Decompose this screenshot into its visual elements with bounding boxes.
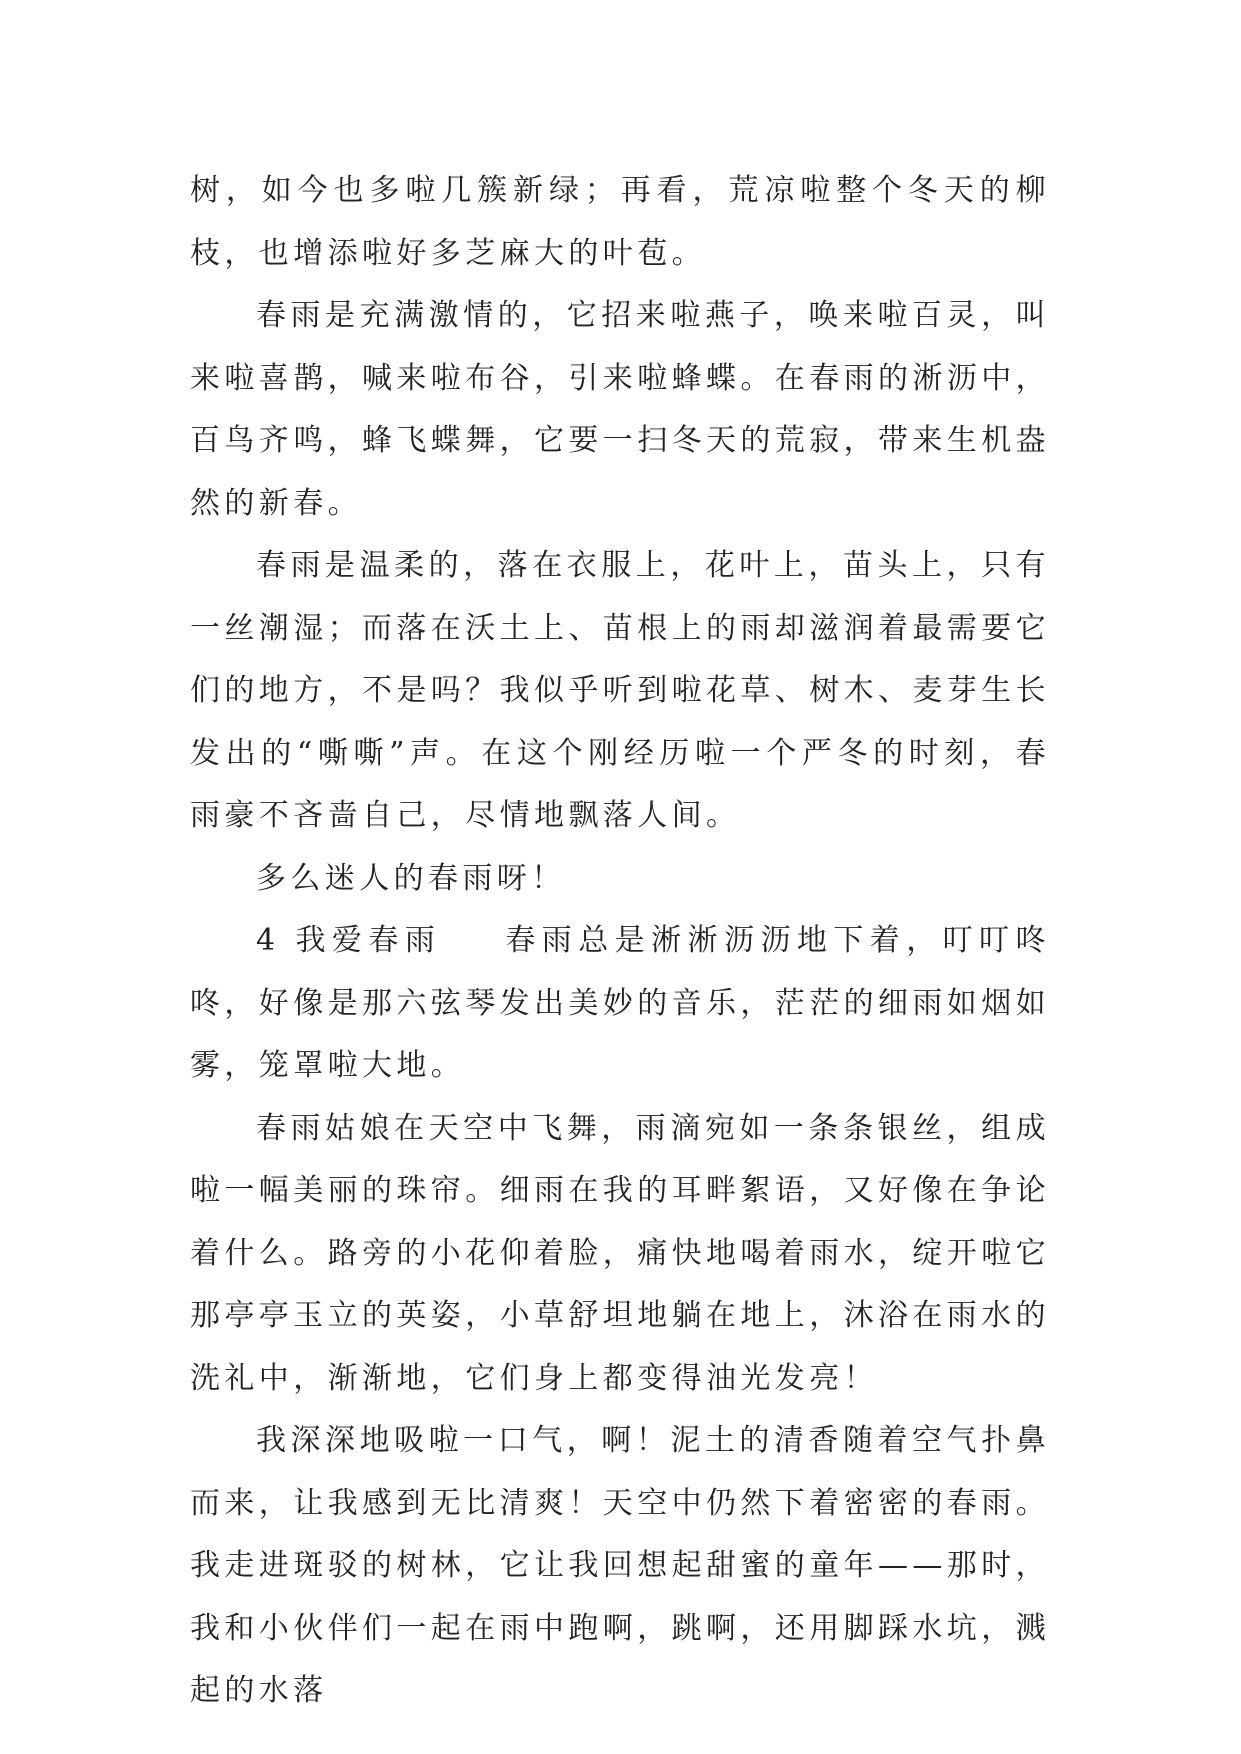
paragraph-deep-breath: 我深深地吸啦一口气，啊！泥土的清香随着空气扑鼻而来，让我感到无比清爽！天空中仍然下着密密的春雨。我走进斑驳的树林，它让我回想起甜蜜的童年——那时，我和小伙伴们一起在雨中跑啊，跳啊，还用脚踩水坑，溅起的水落 [190,1423,1050,1708]
paragraph-exclamation: 多么迷人的春雨呀！ [256,860,566,896]
section-heading: 4 我爱春雨 [256,923,442,958]
section-first-paragraph: 春雨总是淅淅沥沥地下着，叮叮咚咚，好像是那六弦琴发出美妙的音乐，茫茫的细雨如烟如雾，笼罩啦大地。 [190,923,1050,1083]
section-paragraph [190,910,1050,1098]
paragraph-spring-rain-gentle: 春雨是温柔的，落在衣服上，花叶上，苗头上，只有一丝潮湿；而落在沃土上、苗根上的雨却滋润着最需要它们的地方，不是吗？我似乎听到啦花草、树木、麦芽生长发出的“嘶嘶”声。在这个刚经历啦一个严冬的时刻，春雨豪不吝啬自己，尽情地飘落人间。 [190,548,1050,833]
paragraph-continuation: 树，如今也多啦几簇新绿；再看，荒凉啦整个冬天的柳枝，也增添啦好多芝麻大的叶苞。 [190,173,1050,271]
paragraph-rain-girl: 春雨姑娘在天空中飞舞，雨滴宛如一条条银丝，组成啦一幅美丽的珠帘。细雨在我的耳畔絮语，又好像在争论着什么。路旁的小花仰着脸，痛快地喝着雨水，绽开啦它那亭亭玉立的英姿，小草舒坦地躺在地上，沐浴在雨水的洗礼中，渐渐地，它们身上都变得油光发亮！ [190,1110,1050,1396]
text-column [190,160,1050,1723]
paragraph-spring-rain-passion: 春雨是充满激情的，它招来啦燕子，唤来啦百灵，叫来啦喜鹊，喊来啦布谷，引来啦蜂蝶。在春雨的淅沥中，百鸟齐鸣，蜂飞蝶舞，它要一扫冬天的荒寂，带来生机盎然的新春。 [190,298,1050,521]
